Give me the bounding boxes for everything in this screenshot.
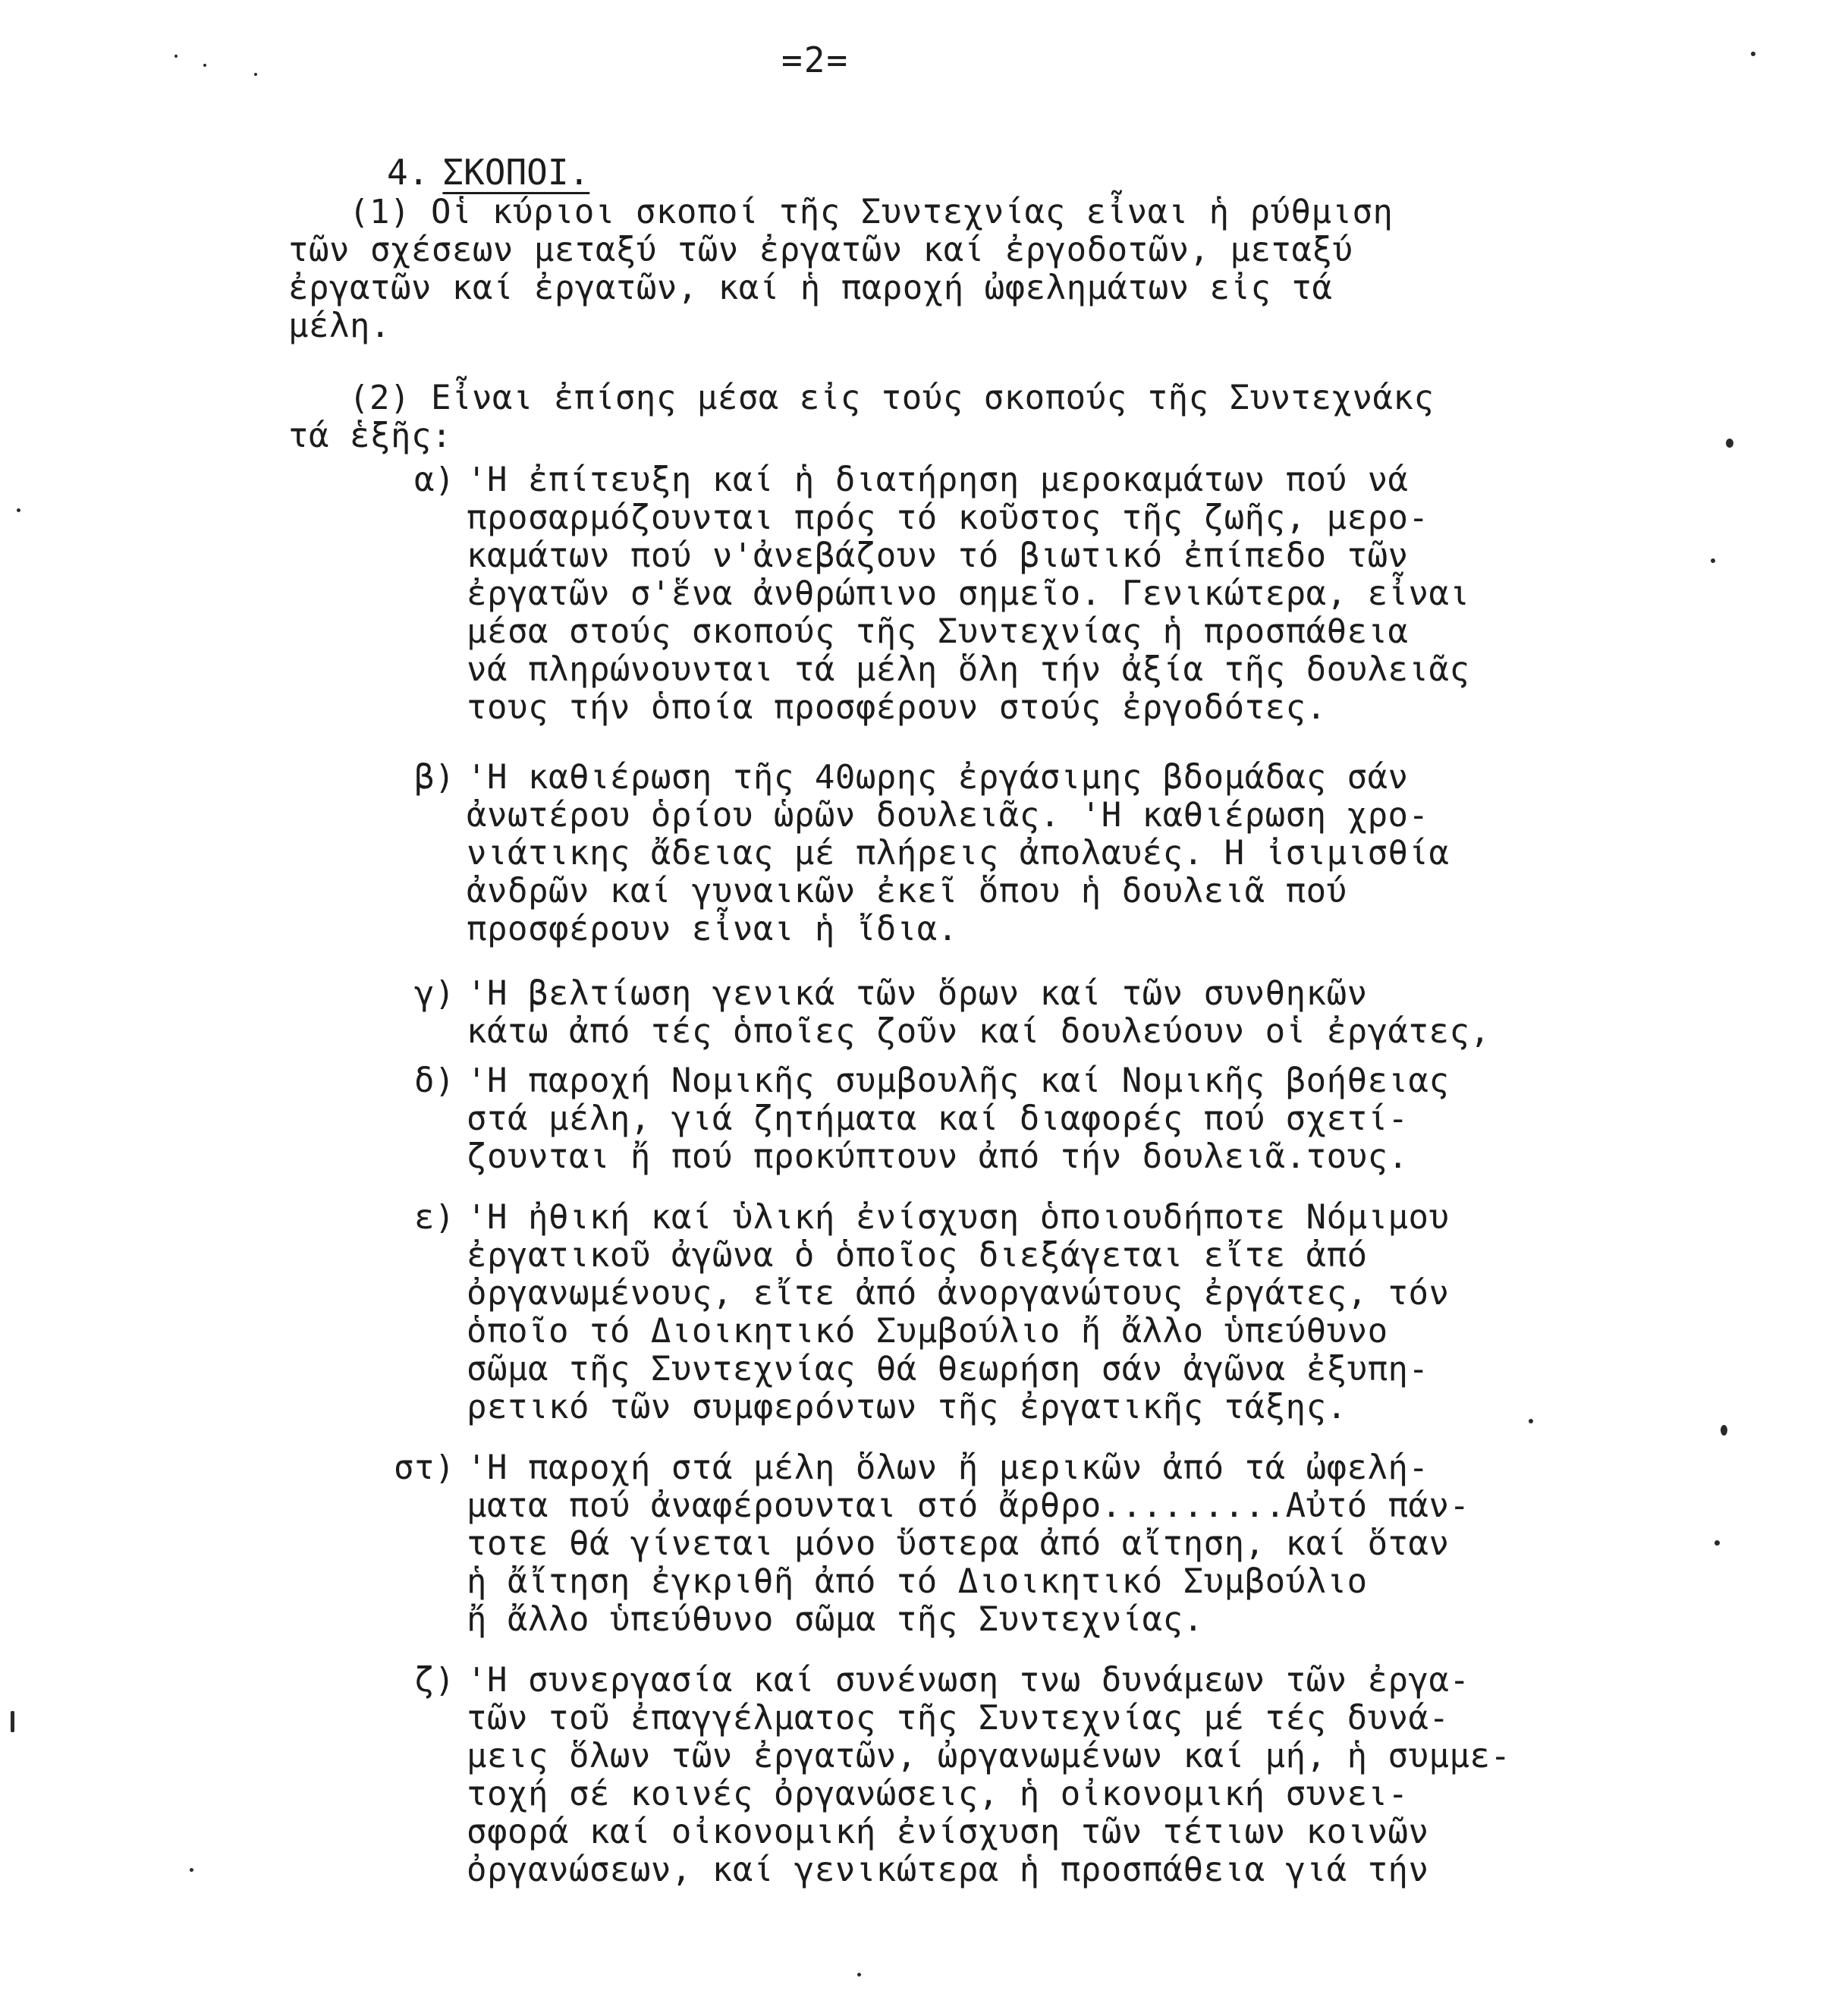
list-item-line: ὁποῖο τό Διοικητικό Συμβούλιο ἤ ἄλλο ὑπεύθυνο — [467, 1312, 1388, 1351]
list-item-line: ὀργανώσεων, καί γενικώτερα ἡ προσπάθεια γιά τήν — [467, 1851, 1429, 1889]
scan-speck — [174, 55, 178, 58]
list-item-line: 'Η συνεργασία καί συνένωση τνω δυνάμεων τῶν ἐργα- — [467, 1661, 1470, 1700]
list-item-line: 'Η καθιέρωση τῆς 40ωρης ἐργάσιμης βδομάδας σάν — [467, 758, 1409, 797]
scan-speck — [1711, 558, 1715, 563]
paragraph-line: (1) Οἱ κύριοι σκοποί τῆς Συντεχνίας εἶναι ἡ ρύθμιση — [349, 193, 1394, 231]
list-item-line: τοτε θά γίνεται μόνο ὕστερα ἀπό αἴτηση, καί ὅταν — [467, 1524, 1450, 1563]
paragraph-line: (2) Εἶναι ἐπίσης μέσα εἰς τούς σκοπούς τῆς Συντεχνάκς — [349, 379, 1435, 417]
list-item-line: κάτω ἀπό τές ὁποῖες ζοῦν καί δουλεύουν οἱ ἐργάτες, — [467, 1012, 1491, 1051]
list-item-marker: ε) — [414, 1198, 455, 1237]
page-number: =2= — [781, 39, 850, 80]
scan-speck — [1751, 52, 1755, 56]
list-item-line: νιάτικης ἄδειας μέ πλήρεις ἀπολαυές. Η ἰσιμισθία — [467, 834, 1450, 873]
list-item-body — [467, 759, 1450, 948]
list-item-body — [467, 1449, 1470, 1639]
paragraph-line: ἐργατῶν καί ἐργατῶν, καί ἡ παροχή ὠφελημάτων εἰς τά — [288, 269, 1333, 307]
list-item-marker: γ) — [414, 974, 455, 1013]
list-item-line: σφορά καί οἰκονομική ἐνίσχυση τῶν τέτιων κοινῶν — [467, 1813, 1429, 1851]
list-item-marker: δ) — [414, 1061, 455, 1100]
list-item-line: καμάτων πού ν'ἀνεβάζουν τό βιωτικό ἐπίπεδο τῶν — [467, 536, 1409, 575]
list-item-body — [467, 461, 1470, 727]
list-item-line: μέσα στούς σκοπούς τῆς Συντεχνίας ἡ προσπάθεια — [467, 612, 1409, 651]
list-item-line: 'Η παροχή στά μέλη ὅλων ἤ μερικῶν ἀπό τά ὠφελή- — [467, 1448, 1429, 1487]
list-item-line: ὀργανωμένους, εἴτε ἀπό ἀνοργανώτους ἐργάτες, τόν — [467, 1274, 1450, 1313]
scan-speck — [1529, 1419, 1533, 1423]
list-item-line: τους τήν ὁποία προσφέρουν στούς ἐργοδότες. — [467, 688, 1327, 727]
list-item-line: προσφέρουν εἶναι ἡ ἴδια. — [467, 910, 958, 948]
list-item-marker: β) — [414, 758, 455, 797]
list-item-line: σῶμα τῆς Συντεχνίας θά θεωρήση σάν ἀγῶνα ἐξυπη- — [467, 1350, 1429, 1389]
paragraph-1 — [288, 193, 1623, 345]
list-item-body — [467, 1062, 1450, 1176]
scan-speck — [254, 73, 257, 76]
list-item-line: 'Η παροχή Νομικῆς συμβουλῆς καί Νομικῆς βοήθειας — [467, 1061, 1450, 1100]
list-item-line: ἤ ἄλλο ὑπεύθυνο σῶμα τῆς Συντεχνίας. — [467, 1600, 1204, 1639]
list-item-marker: α) — [414, 461, 455, 499]
list-item-body — [467, 975, 1491, 1051]
list-item-line: ἐργατικοῦ ἀγῶνα ὁ ὁποῖος διεξάγεται εἴτε ἀπό — [467, 1236, 1368, 1275]
paragraph-line: τῶν σχέσεων μεταξύ τῶν ἐργατῶν καί ἐργοδοτῶν, μεταξύ — [288, 231, 1353, 269]
list-item-line: προσαρμόζουνται πρός τό κοῦστος τῆς ζωῆς, μερο- — [467, 498, 1429, 537]
scan-speck — [857, 1973, 861, 1977]
list-item-line: νά πληρώνουνται τά μέλη ὅλη τήν ἀξία τῆς δουλειᾶς — [467, 650, 1470, 689]
list-item-line: ζουνται ἤ πού προκύπτουν ἀπό τήν δουλειᾶ.τους. — [467, 1137, 1409, 1176]
list-item-line: τοχή σέ κοινές ὀργανώσεις, ἡ οἰκονομική συνει- — [467, 1775, 1409, 1813]
section-title: ΣΚΟΠΟΙ. — [442, 152, 590, 193]
scan-speck — [17, 508, 20, 512]
section-number: 4. — [387, 152, 429, 193]
list-item-line: τῶν τοῦ ἐπαγγέλματος τῆς Συντεχνίας μέ τές δυνά- — [467, 1699, 1450, 1738]
list-item-line: 'Η βελτίωση γενικά τῶν ὅρων καί τῶν συνθηκῶν — [467, 974, 1368, 1013]
list-item-line: ἡ ἄἴτηση ἐγκριθῆ ἀπό τό Διοικητικό Συμβούλιο — [467, 1562, 1368, 1601]
list-item-line: 'Η ἐπίτευξη καί ἡ διατήρηση μεροκαμάτων πού νά — [467, 461, 1409, 499]
scan-speck — [203, 64, 206, 67]
paragraph-2 — [288, 379, 1623, 455]
scan-speck — [1721, 1425, 1727, 1436]
list-item-line: ρετικό τῶν συμφερόντων τῆς ἐργατικῆς τάξης. — [467, 1388, 1347, 1426]
list-item-line: μεις ὅλων τῶν ἐργατῶν, ὠργανωμένων καί μή, ἡ συμμε- — [467, 1737, 1511, 1775]
list-item-body — [467, 1662, 1511, 1889]
list-item-line: ἀνωτέρου ὁρίου ὡρῶν δουλειᾶς. 'Η καθιέρωση χρο- — [467, 796, 1429, 835]
section-heading — [387, 152, 643, 193]
list-item-marker: στ) — [394, 1448, 455, 1487]
scan-speck — [11, 1711, 14, 1732]
list-item-marker: ζ) — [414, 1661, 455, 1700]
scan-speck — [1726, 439, 1733, 448]
scan-speck — [190, 1868, 193, 1872]
list-item-line: στά μέλη, γιά ζητήματα καί διαφορές πού σχετί- — [467, 1099, 1409, 1138]
list-item-body — [467, 1199, 1450, 1426]
paragraph-line: τά ἑξῆς: — [288, 417, 452, 455]
list-item-line: ἀνδρῶν καί γυναικῶν ἐκεῖ ὅπου ἡ δουλειᾶ πού — [467, 872, 1347, 911]
list-item-line: 'Η ἠθική καί ὑλική ἐνίσχυση ὁποιουδήποτε Νόμιμου — [467, 1198, 1450, 1237]
paragraph-line: μέλη. — [288, 307, 391, 345]
list-item-line: ἐργατῶν σ'ἕνα ἀνθρώπινο σημεῖο. Γενικώτερα, εἶναι — [467, 574, 1470, 613]
scan-speck — [1714, 1540, 1720, 1546]
list-item-line: ματα πού ἀναφέρουνται στό ἄρθρο.........Αὐτό πάν- — [467, 1486, 1470, 1525]
